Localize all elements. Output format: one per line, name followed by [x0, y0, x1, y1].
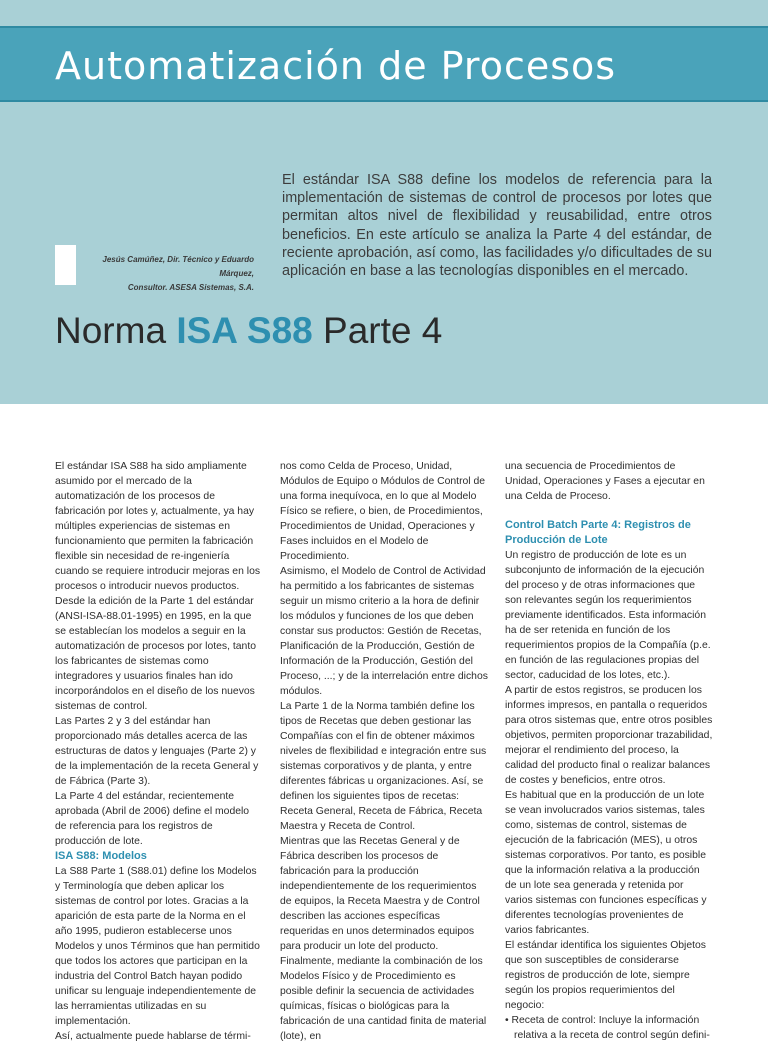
title-accent: ISA S88 [176, 310, 313, 351]
paragraph: Las Partes 2 y 3 del estándar han proporcionado más detalles acerca de las estructuras de datos y lenguajes (Parte 2) y de la implementación de la receta General y de Fábrica (Parte 3). [55, 716, 259, 787]
article-abstract: El estándar ISA S88 define los modelos de referencia para la implementación de sistemas de control de procesos por lotes que permitan altos nivel de flexibilidad y reusabilidad, entre otros beneficios. En este artículo se analiza la Parte 4 del estándar, de reciente aprobación, así como, las facilidades y/o dificultades de su aplicación en base a las tecnologías disponibles en el mercado. [282, 172, 712, 280]
paragraph: nos como Celda de Proceso, Unidad, Módulos de Equipo o Módulos de Control de una forma inequívoca, en lo que al Modelo Físico se refiere, o bien, de Procedimientos, Procedimientos de Unidad, Operaciones y Fases incluidos en el Modelo de Procedimiento. [280, 461, 486, 562]
author-line-1: Jesús Camúñez, Dir. Técnico y Eduardo Márquez, [102, 255, 254, 278]
body-column-3 [505, 459, 713, 1043]
section-heading: Control Batch Parte 4: Registros de Producción de Lote [505, 519, 691, 546]
paragraph: Finalmente, mediante la combinación de los Modelos Físico y de Procedimiento es posible definir la secuencia de actividades químicas, físicas o biológicas para la fabricación de una cantidad finita de material (lote), en [280, 956, 487, 1042]
paragraph: Es habitual que en la producción de un lote se vean involucrados varios sistemas, tales como, sistemas de control, sistemas de ejecución de la fabricación (MES), u otros sistemas corporativos. Por tanto, es posible que la información relativa a la producción de un lote sea generada y retenida por varios sistemas con funciones específicas y diferentes tecnologías provenientes de varios fabricantes. [505, 790, 707, 936]
paragraph: Un registro de producción de lote es un subconjunto de información de la ejecución del proceso y de otras informaciones que son relevantes según los requerimientos previamente identificados. Esta información ha de ser retenida en función de los requerimientos propios de la Compañía (p.e. en función de las regulaciones propias del sector, caducidad de los lotes, etc.). [505, 550, 711, 681]
body-column-2 [280, 459, 488, 1044]
paragraph: Así, actualmente puede hablarse de térmi- [55, 1031, 251, 1042]
paragraph: Mientras que las Recetas General y de Fábrica describen los procesos de fabricación para la producción independientemente de los requerimientos de equipos, la Receta Maestra y de Control describen las acciones específicas requeridas en unos determinados equipos para producir un lote del producto. [280, 836, 480, 952]
paragraph: Asimismo, el Modelo de Control de Actividad ha permitido a los fabricantes de sistemas seguir un mismo criterio a la hora de definir los módulos y funciones de los que deben constar sus productos: Gestión de Recetas, Planificación de la Producción, Gestión de Información de la Producción, Gestión del Proceso, ...; y de la interrelación entre dichos módulos. [280, 566, 488, 697]
section-heading: ISA S88: Modelos [55, 850, 147, 862]
paragraph: una secuencia de Procedimientos de Unidad, Operaciones y Fases a ejecutar en una Celda de Proceso. [505, 461, 705, 502]
bullet-item: • Receta de control: Incluye la información relativa a la receta de control según defini- [505, 1015, 710, 1041]
section-title: Automatización de Procesos [55, 44, 617, 88]
paragraph: La Parte 1 de la Norma también define los tipos de Recetas que deben gestionar las Compañías con el fin de obtener máximos niveles de flexibilidad e integración entre sus sistemas corporativos y de planta, y entre diferentes fábricas u organizaciones. Así, se definen los siguientes tipos de recetas: Receta General, Receta de Fábrica, Receta Maestra y Receta de Control. [280, 701, 487, 832]
paragraph: El estándar identifica los siguientes Objetos que son susceptibles de considerarse registros de producción de lote, siempre según los propios requerimientos del negocio: [505, 940, 706, 1011]
author-photo [55, 245, 76, 285]
title-suffix: Parte 4 [323, 310, 443, 351]
paragraph: La S88 Parte 1 (S88.01) define los Modelos y Terminología que deben aplicar los sistemas de control por lotes. Gracias a la aparición de esta parte de la Norma en el año 1995, pudieron establecerse unos Modelos y unos Términos que han permitido que todos los actores que participan en la industria del Control Batch hayan podido unificar su lenguaje independientemente de las herramientas utilizadas en su implementación. [55, 866, 260, 1027]
body-column-1 [55, 459, 263, 1044]
article-title [55, 308, 442, 354]
paragraph: La Parte 4 del estándar, recientemente aprobada (Abril de 2006) define el modelo de referencia para los registros de producción de lote. [55, 791, 250, 847]
paragraph: Desde la edición de la Parte 1 del estándar (ANSI-ISA-88.01-1995) en 1995, en la que se establecían los modelos a seguir en la automatización de procesos por lotes, tanto los fabricantes de sistemas como integradores y usuarios finales han ido incorporándolos en el diseño de los nuevos sistemas de control. [55, 596, 257, 712]
title-prefix: Norma [55, 310, 167, 351]
paragraph: A partir de estos registros, se producen los informes impresos, en pantalla o requeridos para otros sistemas que, entre otros posibles objetivos, permiten proporcionar trazabilidad, mejorar el rendimiento del proceso, la calidad del producto final o realizar balances de costes y beneficios, entre otros. [505, 685, 713, 786]
author-credit [78, 253, 254, 295]
paragraph: El estándar ISA S88 ha sido ampliamente asumido por el mercado de la automatización de los procesos de fabricación por lotes y, actualmente, ya hay múltiples experiencias de sistemas en funcionamiento que permiten la fabricación flexible sin necesidad de re-ingeniería cuando se requiere introducir mejoras en los procesos o introducir nuevos productos. [55, 461, 261, 592]
author-line-2: Consultor. ASESA Sistemas, S.A. [127, 283, 254, 292]
